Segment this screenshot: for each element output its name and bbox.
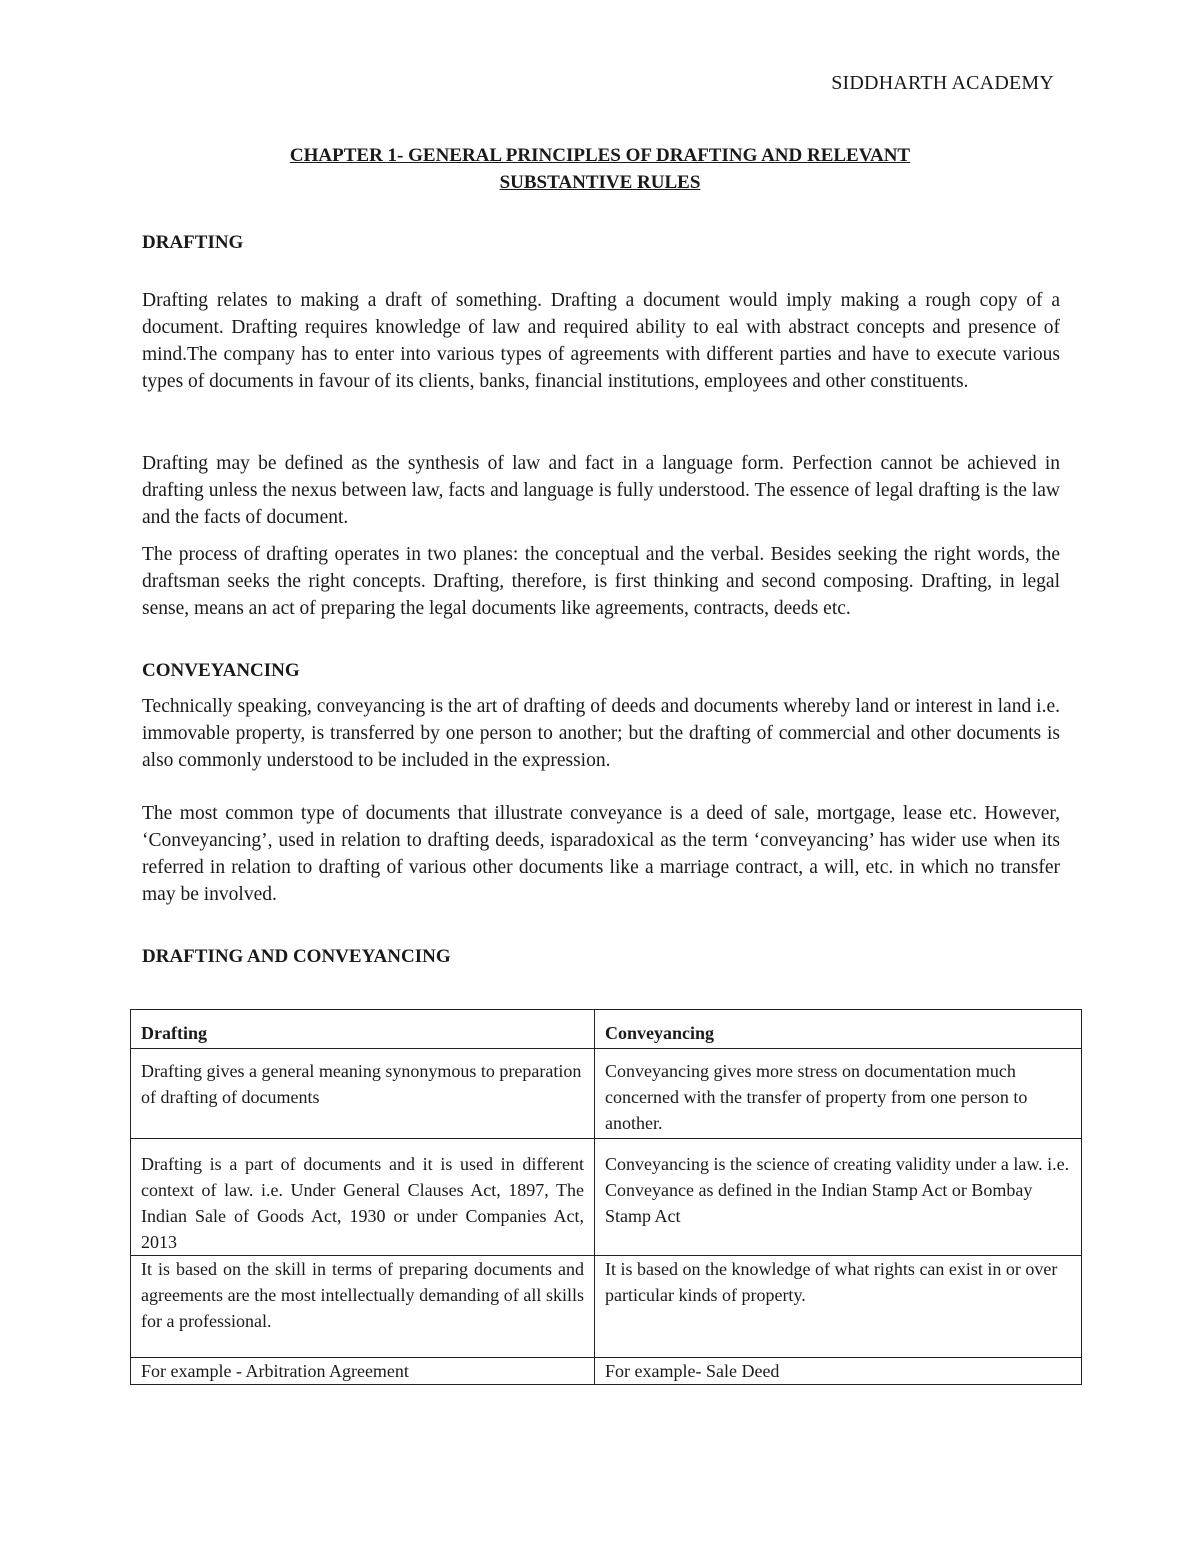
- academy-header: SIDDHARTH ACADEMY: [831, 72, 1054, 94]
- drafting-paragraph-1: Drafting relates to making a draft of something. Drafting a document would imply making a rough copy of a document. Drafting requires knowledge of law and required ability to eal with abstract concepts and presence of mind.The company has to enter into various types of agreements with different parties and have to execute various types of documents in favour of its clients, banks, financial institutions, employees and other constituents.: [142, 290, 1060, 392]
- comparison-heading: DRAFTING AND CONVEYANCING: [142, 946, 451, 967]
- table-header-drafting: Drafting: [131, 1010, 595, 1049]
- conveyancing-heading: CONVEYANCING: [142, 660, 300, 681]
- table-row: [131, 1256, 1082, 1358]
- drafting-paragraph-3: The process of drafting operates in two planes: the conceptual and the verbal. Besides seeking the right words, the draftsman seeks the right concepts. Drafting, therefore, is first thinking and second composing. Drafting, in legal sense, means an act of preparing the legal documents like agreements, contracts, deeds etc.: [142, 544, 1060, 619]
- chapter-title: [140, 142, 1060, 196]
- table-cell: Drafting is a part of documents and it is used in different context of law. i.e. Under General Clauses Act, 1897, The Indian Sale of Goods Act, 1930 or under Companies Act, 2013: [131, 1139, 595, 1256]
- conveyancing-paragraph-1: Technically speaking, conveyancing is the art of drafting of deeds and documents whereby land or interest in land i.e. immovable property, is transferred by one person to another; but the drafting of commercial and other documents is also commonly understood to be included in the expression.: [142, 696, 1060, 771]
- table-cell: Conveyancing gives more stress on documentation much concerned with the transfer of property from one person to another.: [595, 1049, 1082, 1139]
- table-row: [131, 1139, 1082, 1256]
- chapter-title-line-2: SUBSTANTIVE RULES: [499, 172, 701, 193]
- table-cell: For example - Arbitration Agreement: [131, 1358, 595, 1385]
- table-row: [131, 1358, 1082, 1385]
- table-cell: Drafting gives a general meaning synonymous to preparation of drafting of documents: [131, 1049, 595, 1139]
- table-row: [131, 1049, 1082, 1139]
- comparison-table: [130, 1009, 1082, 1385]
- table-cell: For example- Sale Deed: [595, 1358, 1082, 1385]
- conveyancing-paragraph-2: The most common type of documents that illustrate conveyance is a deed of sale, mortgage, lease etc. However, ‘Conveyancing’, used in relation to drafting deeds, isparadoxical as the term ‘conveyancing’ has wider use when its referred in relation to drafting of various other documents like a marriage contract, a will, etc. in which no transfer may be involved.: [142, 803, 1060, 905]
- drafting-paragraph-2: Drafting may be defined as the synthesis of law and fact in a language form. Perfection cannot be achieved in drafting unless the nexus between law, facts and language is fully understood. The essence of legal drafting is the law and the facts of document.: [142, 453, 1060, 528]
- chapter-title-line-1: CHAPTER 1- GENERAL PRINCIPLES OF DRAFTING AND RELEVANT: [289, 145, 911, 166]
- drafting-heading: DRAFTING: [142, 232, 244, 253]
- table-cell: It is based on the knowledge of what rights can exist in or over particular kinds of property.: [595, 1256, 1082, 1358]
- table-cell: It is based on the skill in terms of preparing documents and agreements are the most intellectually demanding of all skills for a professional.: [131, 1256, 595, 1358]
- table-cell: Conveyancing is the science of creating validity under a law. i.e. Conveyance as defined in the Indian Stamp Act or Bombay Stamp Act: [595, 1139, 1082, 1256]
- table-header-row: [131, 1010, 1082, 1049]
- table-header-conveyancing: Conveyancing: [595, 1010, 1082, 1049]
